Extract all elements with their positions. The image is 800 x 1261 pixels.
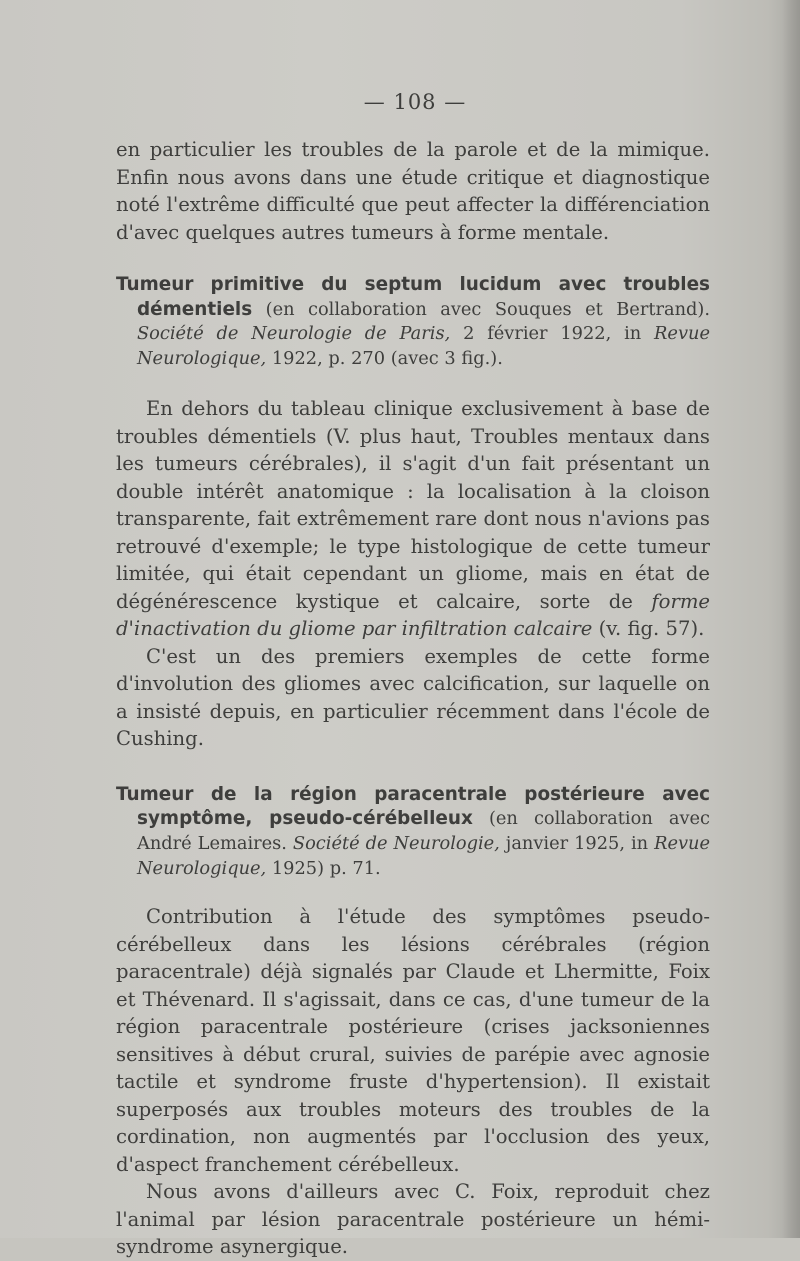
entry-2-paragraph-2: Nous avons d'ailleurs avec C. Foix, reproduit chez l'animal par lésion paracentrale postérieure un hémi-syndrome asynergique.	[116, 1180, 710, 1259]
bibliography-entry-1	[116, 273, 710, 371]
entry-2-paragraph-1: Contribution à l'étude des symptômes pseudo-cérébelleux dans les lésions cérébrales (région paracentrale) déjà signalés par Claude et Lhermitte, Foix et Thévenard. Il s'agissait, dans ce cas, d'une tumeur de la région paracentrale postérieure (crises jacksoniennes sensitives à début crural, suivies de parépie avec agnosie tactile et syndrome fruste d'hypertension). Il existait superposés aux troubles moteurs des troubles de la cordination, non augmentés par l'occlusion des yeux, d'aspect franchement cérébelleux.	[116, 905, 710, 1176]
page-content	[116, 90, 710, 1261]
page-number: — 108 —	[363, 90, 467, 114]
entry-2-title: Tumeur de la région paracentrale postérieure avec symptôme, pseudo-cérébelleux	[116, 783, 710, 830]
bibliography-entry-2	[116, 783, 710, 881]
entry-2-ref: 1925) p. 71.	[266, 857, 381, 879]
entry-2-venue: Société de Neurologie,	[292, 833, 500, 855]
entry-1-paragraph-1	[116, 395, 710, 643]
entry-1-journal: Revue Neurologique,	[137, 323, 710, 369]
entry-1-paragraph-2: C'est un des premiers exemples de cette forme d'involution des gliomes avec calcification, sur laquelle on a insisté depuis, en particulier récemment dans l'école de Cushing.	[116, 644, 710, 751]
entry-1-ref: 1922, p. 270 (avec 3 fig.).	[266, 347, 503, 369]
entry-2-collab: (en collaboration avec André Lemaires.	[137, 808, 710, 855]
entry-1-title: Tumeur primitive du septum lucidum avec troubles démentiels	[116, 274, 710, 320]
page-edge-shadow	[782, 0, 800, 1238]
entry-2-date: janvier 1925, in	[499, 833, 655, 855]
entry-2-journal: Revue Neurologique,	[137, 833, 710, 879]
entry-1-paragraph-1-text: En dehors du tableau clinique exclusivement à base de troubles démentiels (V. plus haut, Troubles mentaux dans les tumeurs cérébrales), il s'agit d'un fait présentant un double intérêt anatomique : la localisation à la cloison transparente, fait extrêmement rare dont nous n'avions pas retrouvé d'exemple; le type histologique de cette tumeur limitée, qui était cependant un gliome, mais en état de dégénérescence kystique et calcaire, sorte de	[116, 397, 710, 613]
intro-paragraph: en particulier les troubles de la parole et de la mimique. Enfin nous avons dans une étude critique et diagnostique noté l'extrême difficulté que peut affecter la différenciation d'avec quelques autres tumeurs à forme mentale.	[116, 138, 710, 244]
entry-1-collab: (en collaboration avec Souques et Bertrand).	[252, 298, 710, 320]
entry-1-venue: Société de Neurologie de Paris,	[137, 323, 451, 345]
entry-1-paragraph-1-italic: forme d'inactivation du gliome par infiltration calcaire	[116, 589, 710, 641]
entry-1-date: 2 février 1922, in	[450, 323, 655, 345]
entry-1-paragraph-1-end: (v. fig. 57).	[592, 617, 705, 641]
